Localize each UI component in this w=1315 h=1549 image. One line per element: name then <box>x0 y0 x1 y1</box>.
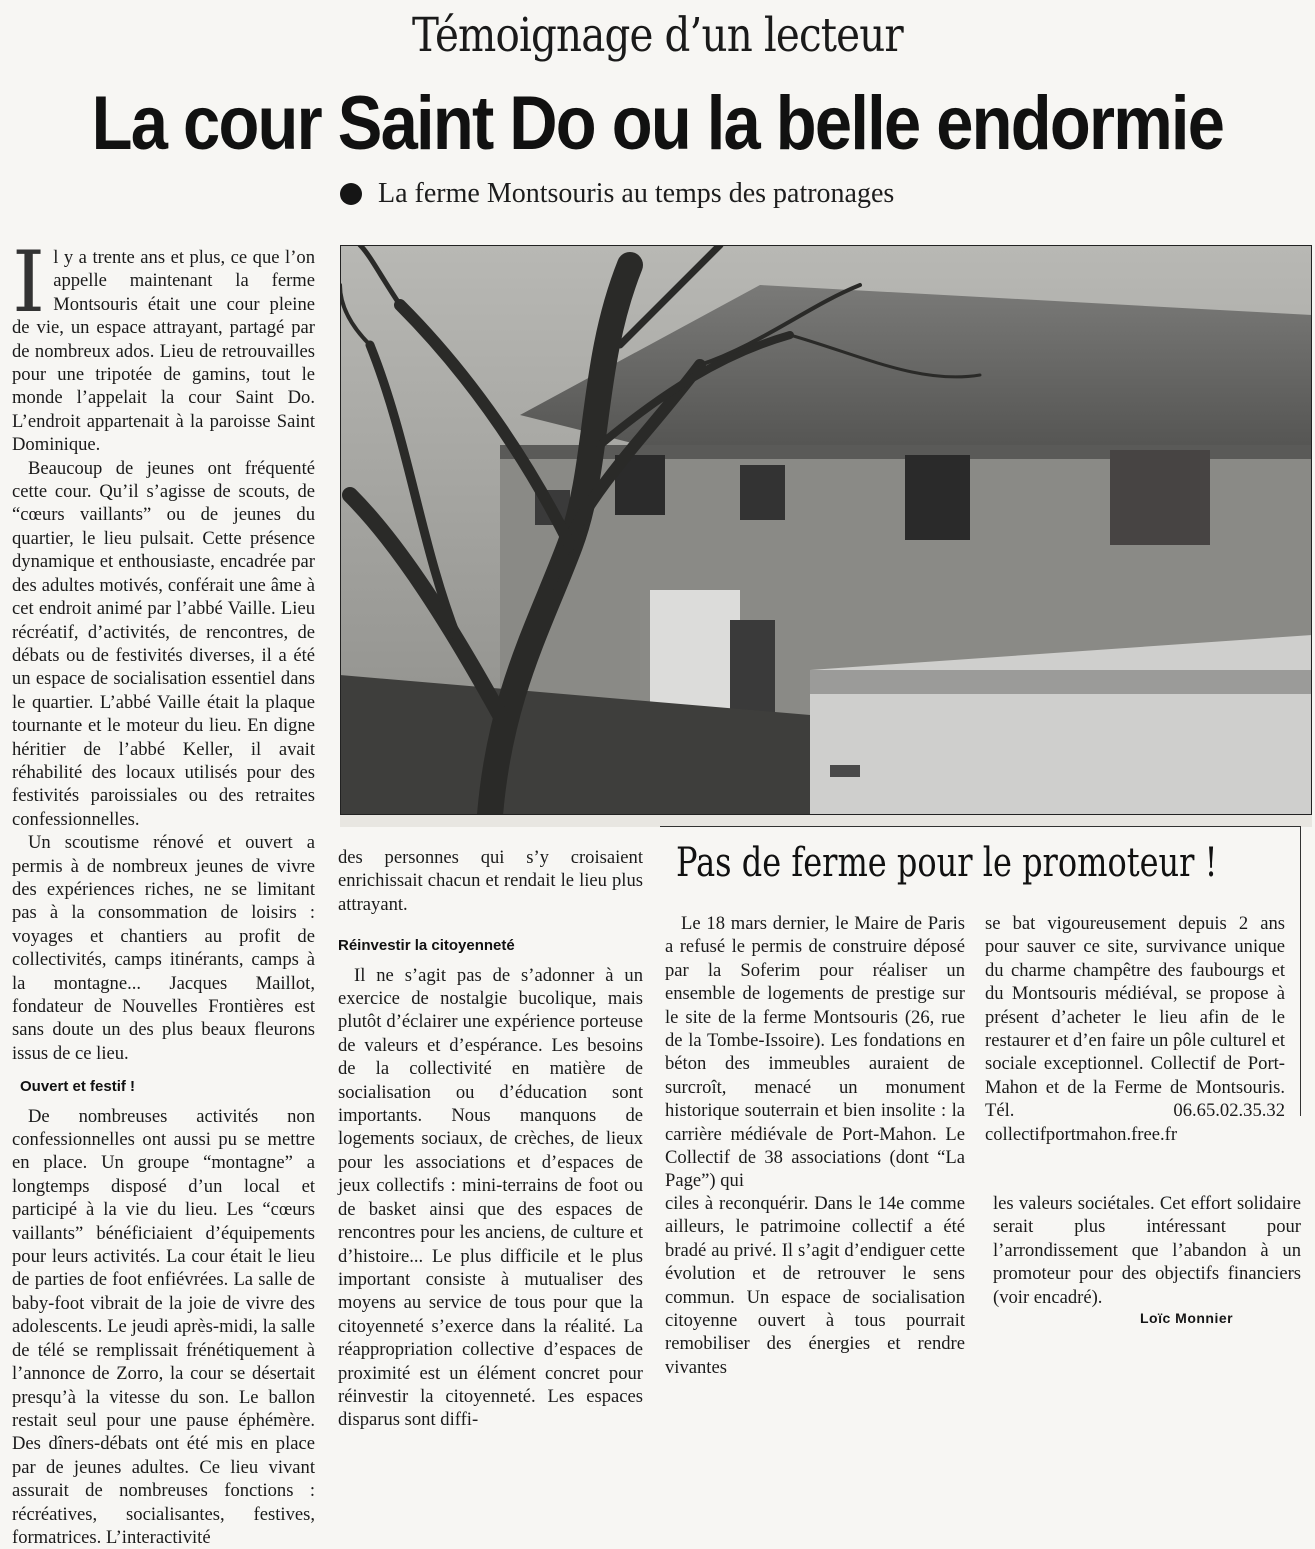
paragraph: les valeurs sociétales. Cet effort solidaire serait plus intéressant pour l’arrondissement que l’abandon à un promoteur pour des objectifs financiers (voir encadré). <box>993 1193 1301 1308</box>
section-title: Réinvestir la citoyenneté <box>338 937 515 955</box>
kicker: Témoignage d’un lecteur <box>412 8 903 63</box>
paragraph: ciles à reconquérir. Dans le 14e comme ailleurs, le patrimoine collectif a été bradé au privé. Il s’agit d’endiguer cette évolution et de retrouver le sens commun. Un espace de socialisation citoyenne ouvert à tous pourrait remobiliser des énergies et rendre vivantes <box>665 1193 965 1378</box>
subhead-text: La ferme Montsouris au temps des patronages <box>378 178 895 209</box>
box-border-top <box>660 826 1300 827</box>
paragraph: Le 18 mars dernier, le Maire de Paris a refusé le permis de construire déposé par la Soferim pour réaliser un ensemble de logements de prestige sur le site de la ferme Montsouris (26, rue de la Tombe-Issoire). Les fondations en béton des immeubles auraient de surcroît, menacé un monument historique souterrain et bien insolite : la carrière médiévale de Port-Mahon. Le Collectif de 38 associations (dont “La Page”) qui <box>665 913 965 1192</box>
paragraph: Il ne s’agit pas de s’adonner à un exercice de nostalgie bucolique, mais plutôt d’éclairer une expérience porteuse de valeurs et d’espérance. Les besoins de la collectivité en matière de socialisation ou d’éducation sont importants. Nous manquons de logements sociaux, de crèches, de lieux pour les associations et d’espaces de jeux collectifs : mini-terrains de foot ou de basket ainsi que des espaces de rencontres pour les anciens, de culture et d’histoire... Le plus difficile et le plus important consiste à mutualiser des moyens au service de tous pour que la citoyenneté s’exerce dans la réalité. La réappropriation collective d’espaces de proximité est un élément concret pour réinvestir la citoyenneté. Les espaces disparus sont diffi- <box>338 964 643 1431</box>
box-border-right <box>1300 826 1301 1116</box>
author-signature: Loïc Monnier <box>1140 1310 1234 1326</box>
article-column-4 <box>993 1192 1301 1309</box>
box-headline: Pas de ferme pour le promoteur ! <box>676 840 1218 886</box>
photo-ferme-montsouris <box>340 245 1312 815</box>
subhead <box>340 178 894 210</box>
section-title: Ouvert et festif ! <box>20 1078 136 1096</box>
drop-cap: I <box>12 233 46 331</box>
headline: La cour Saint Do ou la belle endormie <box>91 81 1224 166</box>
article-column-2 <box>338 846 643 1432</box>
paragraph: se bat vigoureusement depuis 2 ans pour sauver ce site, survivance unique du charme champêtre des faubourgs et du Montsouris médiéval, se propose à présent d’acheter le lieu afin de le restaurer et d’en faire un pôle culturel et sociale exceptionnel. Collectif de Port-Mahon et de la Ferme de Montsouris. Tél. 06.65.02.35.32 collectifportmahon.free.fr <box>985 913 1285 1145</box>
paragraph: l y a trente ans et plus, ce que l’on appelle maintenant la ferme Montsouris était une cour pleine de vie, un espace attrayant, partagé par de nombreux ados. Lieu de retrouvailles pour une tripotée de gamins, tout le monde l’appelait la cour Saint Do. L’endroit appartenait à la paroisse Saint Dominique. <box>12 247 315 456</box>
paragraph: De nombreuses activités non confessionnelles ont aussi pu se mettre en place. Un groupe “montagne” a longtemps disposé d’un local et participé à la vie du lieu. Les “cœurs vaillants” bénéficiaient d’équipements pour leurs activités. La cour était le lieu de parties de foot enfiévrées. La salle de baby-foot vibrait de la joie de vivre des adolescents. Le jeudi après-midi, la salle de télé se remplissait frénétiquement à l’annonce de Zorro, la cour se désertait presqu’à la vitesse du son. Le ballon restait seul pour une pause éphémère. Des dîners-débats ont été mis en place par de jeunes adultes. Ce lieu vivant assurait de nombreuses fonctions : récréatives, socialisantes, festives, formatrices. L’interactivité <box>12 1105 315 1548</box>
paragraph: Un scoutisme rénové et ouvert a permis à de nombreux jeunes de vivre des expériences riches, ne se limitant pas à la consommation de loisirs : voyages et chantiers au profit de collectivités, camps itinérants, camps à la montagne... Jacques Maillot, fondateur de Nouvelles Frontières est sans doute un des plus beaux fleurons issus de ce lieu. <box>12 832 315 1064</box>
box-column-right <box>985 912 1285 1146</box>
article-column-1 <box>12 233 315 1549</box>
paragraph: des personnes qui s’y croisaient enrichissait chacun et rendait le lieu plus attrayant. <box>338 847 643 915</box>
bullet-icon <box>340 183 362 205</box>
paragraph: Beaucoup de jeunes ont fréquenté cette cour. Qu’il s’agisse de scouts, de “cœurs vaillants” ou de jeunes du quartier, le lieu pulsait. Cette présence dynamique et enthousiaste, encadrée par des adultes motivés, conférait une âme à cet endroit animé par l’abbé Vaille. Lieu récréatif, d’activités, de rencontres, de débats ou de festivités diverses, il a été un espace de socialisation essentiel dans le quartier. L’abbé Vaille était la plaque tournante et le moteur du lieu. En digne héritier de l’abbé Keller, il avait réhabilité des locaux utilisés pour des festivités paroissiales ou des retraites confessionnelles. <box>12 457 315 830</box>
box-column-left <box>665 912 965 1193</box>
article-column-3 <box>665 1192 965 1379</box>
